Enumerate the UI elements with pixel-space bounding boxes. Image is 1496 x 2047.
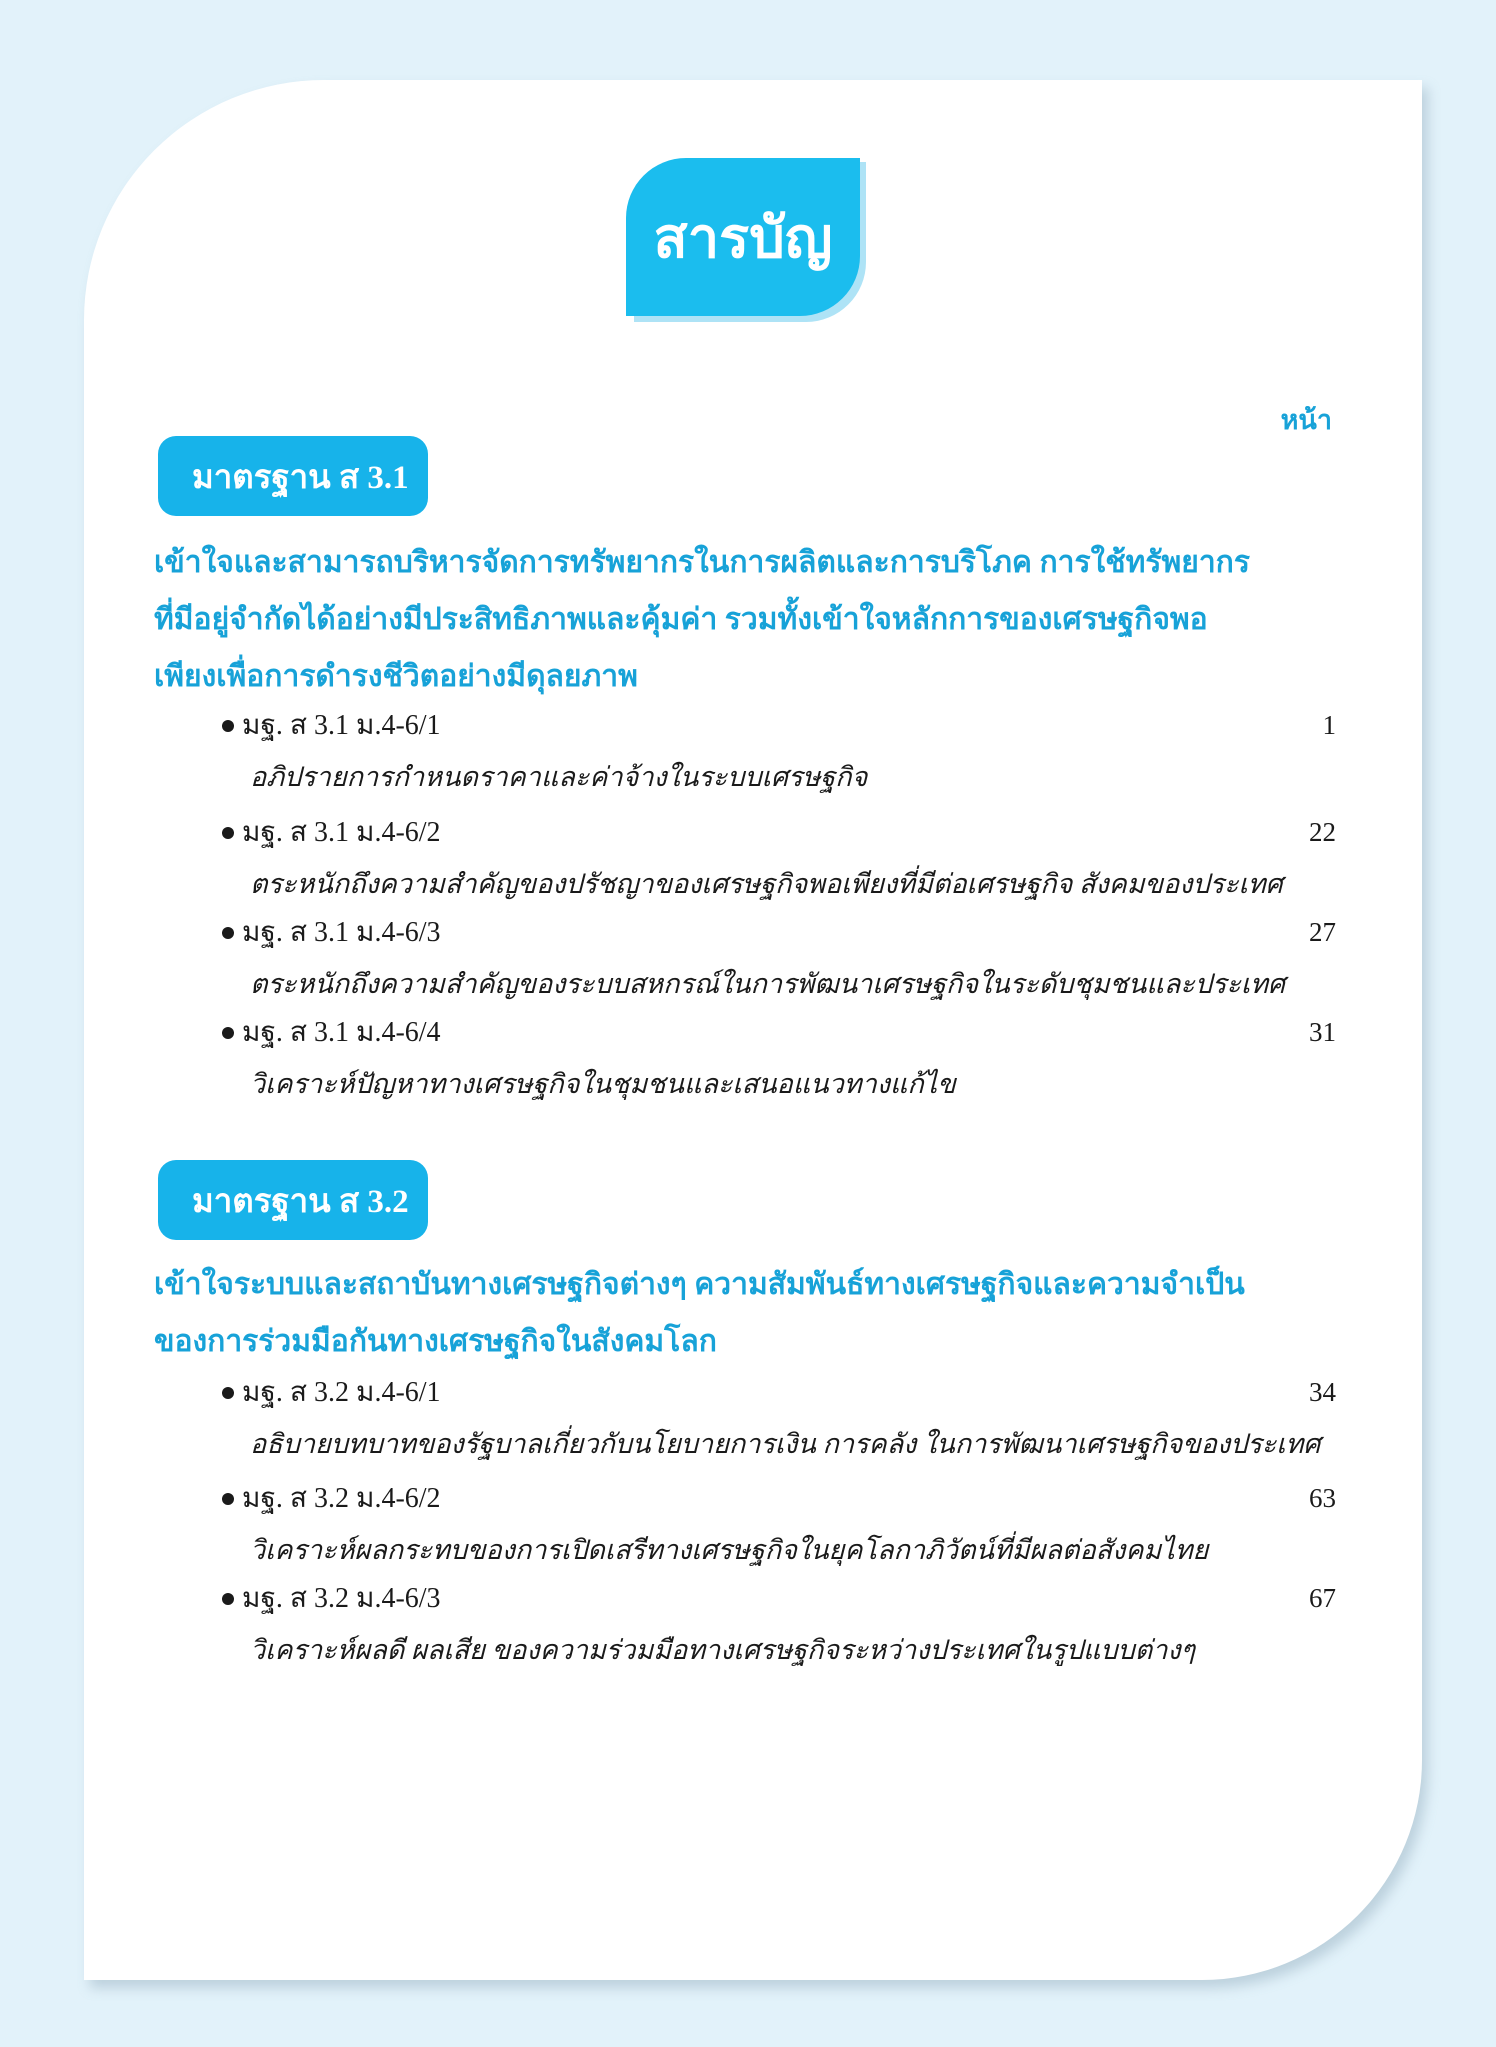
entry-code: มฐ. ส 3.1 ม.4-6/1	[242, 710, 441, 741]
entry-page-number: 27	[1309, 917, 1336, 947]
toc-entry[interactable]	[222, 1476, 1336, 1571]
bullet-icon	[222, 927, 234, 939]
bullet-icon	[222, 720, 234, 732]
entry-description: วิเคราะห์ผลดี ผลเสีย ของความร่วมมือทางเศรษฐกิจระหว่างประเทศในรูปแบบต่างๆ	[250, 1635, 1196, 1665]
entry-description: ตระหนักถึงความสำคัญของปรัชญาของเศรษฐกิจพอเพียงที่มีต่อเศรษฐกิจ สังคมของประเทศ	[250, 869, 1283, 899]
entry-page-number: 67	[1309, 1583, 1336, 1613]
entry-code: มฐ. ส 3.1 ม.4-6/2	[242, 817, 441, 848]
standard-description-3-2: เข้าใจระบบและสถาบันทางเศรษฐกิจต่างๆ ความสัมพันธ์ทางเศรษฐกิจและความจำเป็นของการร่วมมือกันทางเศรษฐกิจในสังคมโลก	[154, 1268, 1245, 1358]
toc-entry[interactable]	[222, 1370, 1336, 1465]
standard-badge-3-2: มาตรฐาน ส 3.2	[158, 1160, 428, 1240]
standard-description-3-1: เข้าใจและสามารถบริหารจัดการทรัพยากรในการผลิตและการบริโภค การใช้ทรัพยากรที่มีอยู่จำกัดได้อย่างมีประสิทธิภาพและคุ้มค่า รวมทั้งเข้าใจหลักการของเศรษฐกิจพอเพียงเพื่อการดำรงชีวิตอย่างมีดุลยภาพ	[154, 546, 1250, 693]
entry-description: อธิบายบทบาทของรัฐบาลเกี่ยวกับนโยบายการเงิน การคลัง ในการพัฒนาเศรษฐกิจของประเทศ	[250, 1429, 1321, 1459]
entry-page-number: 22	[1309, 817, 1336, 847]
entry-page-number: 31	[1309, 1017, 1336, 1047]
entry-code: มฐ. ส 3.1 ม.4-6/3	[242, 917, 441, 948]
title-block	[626, 158, 870, 326]
entry-page-number: 63	[1309, 1483, 1336, 1513]
entry-page-number: 1	[1322, 710, 1336, 740]
bullet-icon	[222, 1387, 234, 1399]
bullet-icon	[222, 1593, 234, 1605]
bullet-icon	[222, 827, 234, 839]
entry-description: ตระหนักถึงความสำคัญของระบบสหกรณ์ในการพัฒนาเศรษฐกิจในระดับชุมชนและประเทศ	[250, 969, 1286, 999]
page-column-label: หน้า	[1280, 405, 1332, 436]
toc-entry[interactable]	[222, 910, 1336, 1005]
toc-entry[interactable]	[222, 810, 1336, 905]
standard-badge-3-1: มาตรฐาน ส 3.1	[158, 436, 428, 516]
entry-code: มฐ. ส 3.2 ม.4-6/2	[242, 1483, 441, 1514]
entry-code: มฐ. ส 3.1 ม.4-6/4	[242, 1017, 441, 1048]
page-title: สารบัญ	[626, 158, 860, 316]
bullet-icon	[222, 1027, 234, 1039]
toc-entry[interactable]	[222, 1010, 1336, 1105]
bullet-icon	[222, 1493, 234, 1505]
entry-code: มฐ. ส 3.2 ม.4-6/3	[242, 1583, 441, 1614]
toc-entry[interactable]	[222, 703, 1336, 798]
entry-code: มฐ. ส 3.2 ม.4-6/1	[242, 1377, 441, 1408]
toc-entry[interactable]	[222, 1576, 1336, 1671]
entry-description: วิเคราะห์ปัญหาทางเศรษฐกิจในชุมชนและเสนอแนวทางแก้ไข	[250, 1069, 956, 1099]
entry-page-number: 34	[1309, 1377, 1336, 1407]
entry-description: วิเคราะห์ผลกระทบของการเปิดเสรีทางเศรษฐกิจในยุคโลกาภิวัตน์ที่มีผลต่อสังคมไทย	[250, 1535, 1209, 1565]
entry-description: อภิปรายการกำหนดราคาและค่าจ้างในระบบเศรษฐกิจ	[250, 762, 868, 792]
